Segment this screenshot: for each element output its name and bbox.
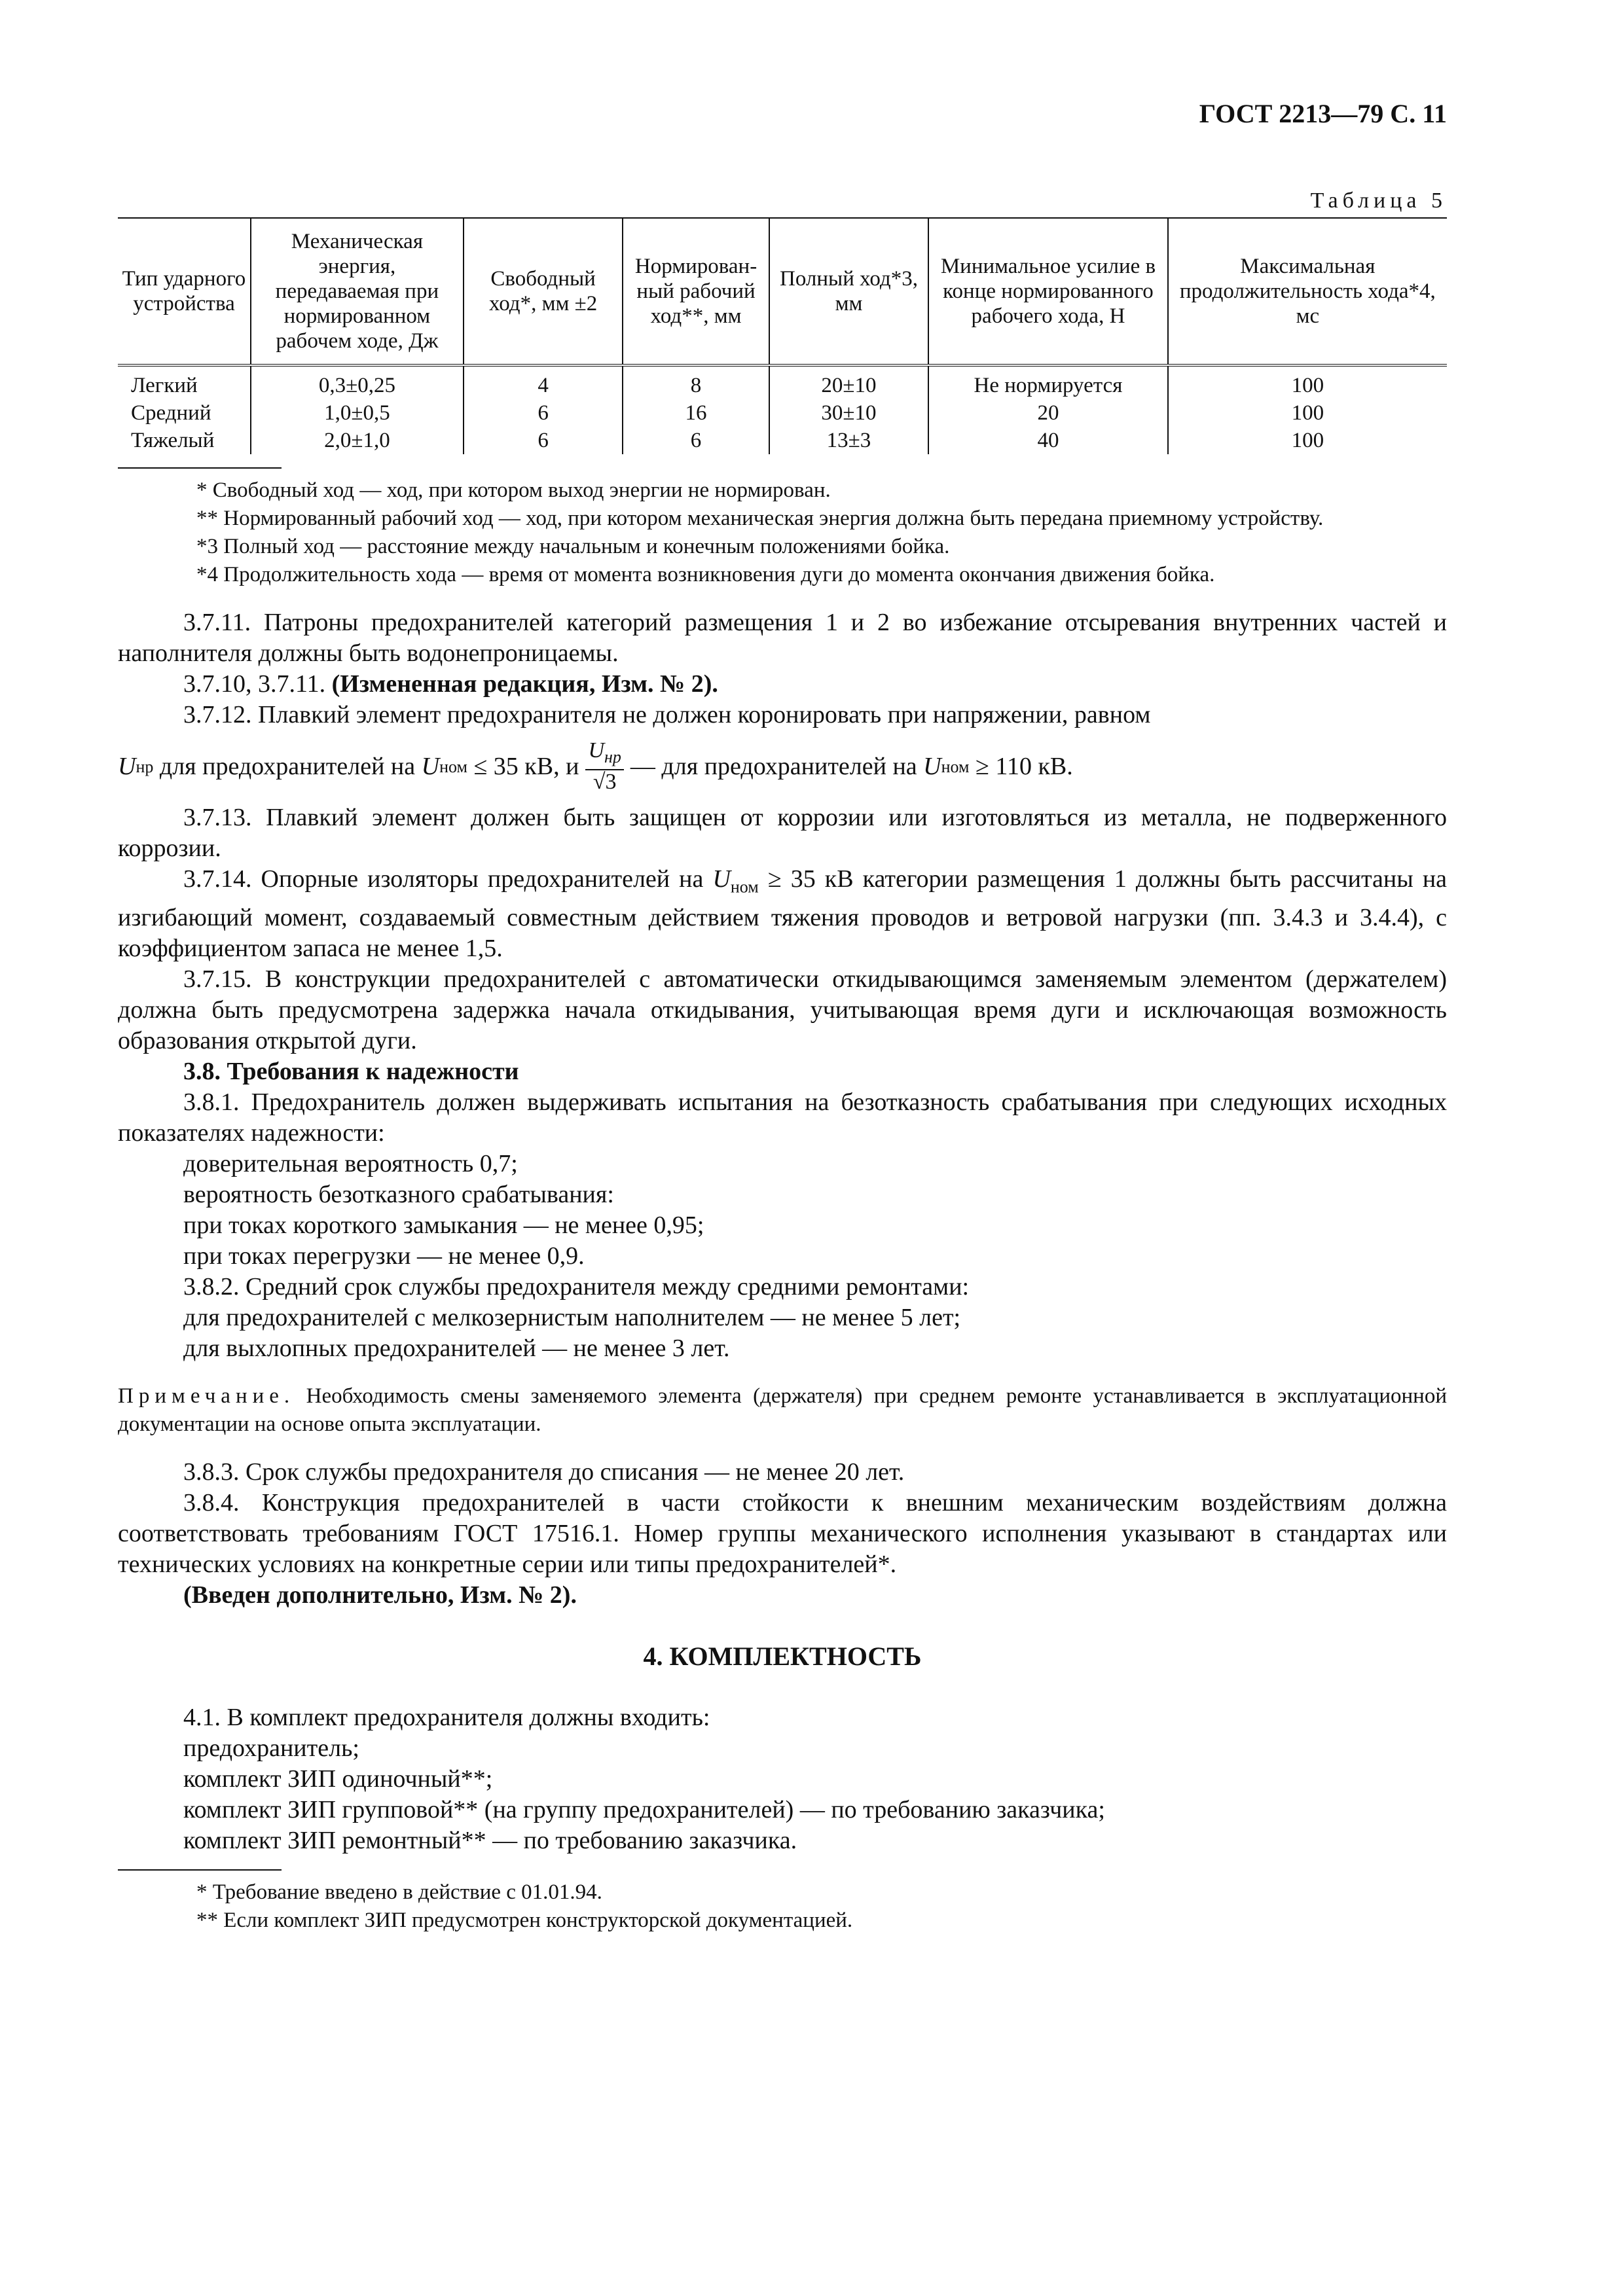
formula-symbol: U	[118, 752, 136, 780]
table-cell: Тяжелый	[131, 429, 215, 452]
table-caption: Таблица 5	[1310, 188, 1447, 213]
table-cell: 40	[928, 427, 1167, 454]
page-footnote: ** Если комплект ЗИП предусмотрен конструкторской документацией.	[196, 1908, 853, 1932]
table-cell: 8	[623, 365, 769, 399]
list-item: вероятность безотказного срабатывания:	[183, 1180, 614, 1208]
list-item: комплект ЗИП одиночный**;	[183, 1765, 493, 1793]
document-page	[118, 98, 1447, 1935]
list-item: при токах перегрузки — не менее 0,9.	[183, 1242, 585, 1270]
table-5	[118, 217, 1447, 454]
formula-symbol: U	[923, 752, 941, 780]
table-cell: 6	[464, 399, 623, 427]
page-header: ГОСТ 2213—79 С. 11	[1199, 99, 1447, 128]
table-cell: 100	[1168, 399, 1447, 427]
table-cell: 100	[1168, 365, 1447, 399]
table-cell: 2,0±1,0	[251, 427, 464, 454]
formula-subscript: нр	[136, 757, 154, 776]
clause-3-8-1: 3.8.1. Предохранитель должен выдерживать испытания на безотказность срабатывания при следующих исходных показателях надежности:	[118, 1088, 1447, 1147]
page-footnote: * Требование введено в действие с 01.01.94.	[196, 1880, 602, 1904]
footnote-divider	[118, 467, 282, 469]
table-header-cell: Минимальное усилие в конце нормированного рабочего хода, Н	[928, 218, 1167, 365]
table-header-cell: Механическая энергия, передаваемая при нормированном рабочем ходе, Дж	[251, 218, 464, 365]
list-item: предохранитель;	[183, 1734, 359, 1762]
voltage-formula	[118, 730, 1447, 802]
table-row	[118, 399, 1447, 427]
table-cell: 20±10	[769, 365, 929, 399]
note-text: Необходимость смены заменяемого элемента (держателя) при среднем ремонте устанавливается в эксплуатационной документации на основе опыта эксплуатации.	[118, 1384, 1447, 1436]
clause-3-8-4: 3.8.4. Конструкция предохранителей в части стойкости к внешним механическим воздействиям должна соответствовать требованиям ГОСТ 17516.1. Номер группы механического исполнения указывают в стандартах или технических условиях на конкретные серии или типы предохранителей*.	[118, 1488, 1447, 1578]
table-cell: 30±10	[769, 399, 929, 427]
table-cell: 100	[1168, 427, 1447, 454]
list-item: для выхлопных предохранителей — не менее 3 лет.	[183, 1334, 730, 1362]
formula-subscript: ном	[941, 757, 970, 776]
clause-3-8-3: 3.8.3. Срок службы предохранителя до списания — не менее 20 лет.	[183, 1458, 905, 1486]
table-header-cell: Полный ход*3, мм	[769, 218, 929, 365]
formula-subscript: ном	[439, 757, 467, 776]
table-header-cell: Максимальная продолжительность хода*4, мс	[1168, 218, 1447, 365]
clause-3-7-12: 3.7.12. Плавкий элемент предохранителя не должен коронировать при напряжении, равном	[183, 701, 1151, 728]
table-header-cell: Тип ударного устройства	[122, 267, 246, 315]
formula-text: для предохранителей на	[159, 752, 416, 780]
fraction-denominator: √3	[593, 769, 617, 794]
amendment-label: (Измененная редакция, Изм. № 2).	[331, 670, 718, 698]
table-cell: 20	[928, 399, 1167, 427]
list-item: комплект ЗИП ремонтный** — по требованию заказчика.	[183, 1826, 797, 1854]
table-cell: 0,3±0,25	[251, 365, 464, 399]
clause-3-7-13: 3.7.13. Плавкий элемент должен быть защищен от коррозии или изготовляться из металла, не подверженного коррозии.	[118, 804, 1447, 862]
amendment-introduced: (Введен дополнительно, Изм. № 2).	[183, 1581, 577, 1609]
table-cell: 6	[623, 427, 769, 454]
list-item: при токах короткого замыкания — не менее 0,95;	[183, 1211, 704, 1239]
table-footnote: *3 Полный ход — расстояние между начальным и конечным положениями бойка.	[196, 535, 950, 558]
table-cell: 16	[623, 399, 769, 427]
fraction-numerator: $U_{нр}$	[585, 739, 623, 770]
section-heading-4: 4. КОМПЛЕКТНОСТЬ	[643, 1641, 922, 1671]
amendment-note	[118, 669, 1447, 700]
table-row	[118, 365, 1447, 399]
table-cell: 6	[464, 427, 623, 454]
table-cell: 13±3	[769, 427, 929, 454]
section-heading-3-8: 3.8. Требования к надежности	[183, 1057, 519, 1085]
note	[118, 1382, 1447, 1439]
table-header-cell: Нормирован- ный рабочий ход**, мм	[623, 218, 769, 365]
fraction	[585, 739, 623, 794]
table-header-row	[118, 218, 1447, 365]
formula-symbol: U	[421, 752, 440, 780]
formula-text: — для предохранителей на	[630, 752, 917, 780]
table-cell: 4	[464, 365, 623, 399]
clause-3-7-11: 3.7.11. Патроны предохранителей категорий размещения 1 и 2 во избежание отсыревания внутренних частей и наполнителя должны быть водонепроницаемы.	[118, 609, 1447, 667]
table-cell: Средний	[131, 401, 211, 425]
note-label: Примечание.	[118, 1384, 295, 1408]
table-footnote: *4 Продолжительность хода — время от момента возникновения дуги до момента окончания движения бойка.	[196, 563, 1215, 586]
list-item: доверительная вероятность 0,7;	[183, 1149, 518, 1177]
table-cell: Легкий	[131, 374, 198, 397]
table-header-cell: Свободный ход*, мм ±2	[464, 218, 623, 365]
clause-3-8-2: 3.8.2. Средний срок службы предохранителя между средними ремонтами:	[183, 1272, 970, 1300]
list-item: комплект ЗИП групповой** (на группу предохранителей) — по требованию заказчика;	[183, 1795, 1105, 1823]
formula-text: ≥ 110 кВ.	[976, 752, 1073, 780]
table-cell: Не нормируется	[928, 365, 1167, 399]
table-footnote: ** Нормированный рабочий ход — ход, при котором механическая энергия должна быть передана приемному устройству.	[196, 507, 1324, 530]
clause-3-7-14: 3.7.14. Опорные изоляторы предохранителей на $U_{ном} \ge 35$ кВ категории размещения 1 должны быть рассчитаны на изгибающий момент, создаваемый совместным действием тяжения проводов и ветровой нагрузки (пп. 3.4.3 и 3.4.4), с коэффициентом запаса не менее 1,5.	[118, 865, 1448, 962]
table-footnote: * Свободный ход — ход, при котором выход энергии не нормирован.	[196, 478, 831, 502]
clause-4-1: 4.1. В комплект предохранителя должны входить:	[183, 1703, 710, 1731]
table-cell: 1,0±0,5	[251, 399, 464, 427]
amendment-clauses: 3.7.10, 3.7.11.	[183, 670, 326, 698]
table-row	[118, 427, 1447, 454]
list-item: для предохранителей с мелкозернистым наполнителем — не менее 5 лет;	[183, 1303, 961, 1331]
footnote-divider	[118, 1869, 282, 1871]
formula-text: ≤ 35 кВ, и	[473, 752, 579, 780]
clause-3-7-15: 3.7.15. В конструкции предохранителей с автоматически откидывающимся заменяемым элементом (держателем) должна быть предусмотрена задержка начала откидывания, учитывающая время дуги и исключающая возможность образования открытой дуги.	[118, 965, 1447, 1054]
